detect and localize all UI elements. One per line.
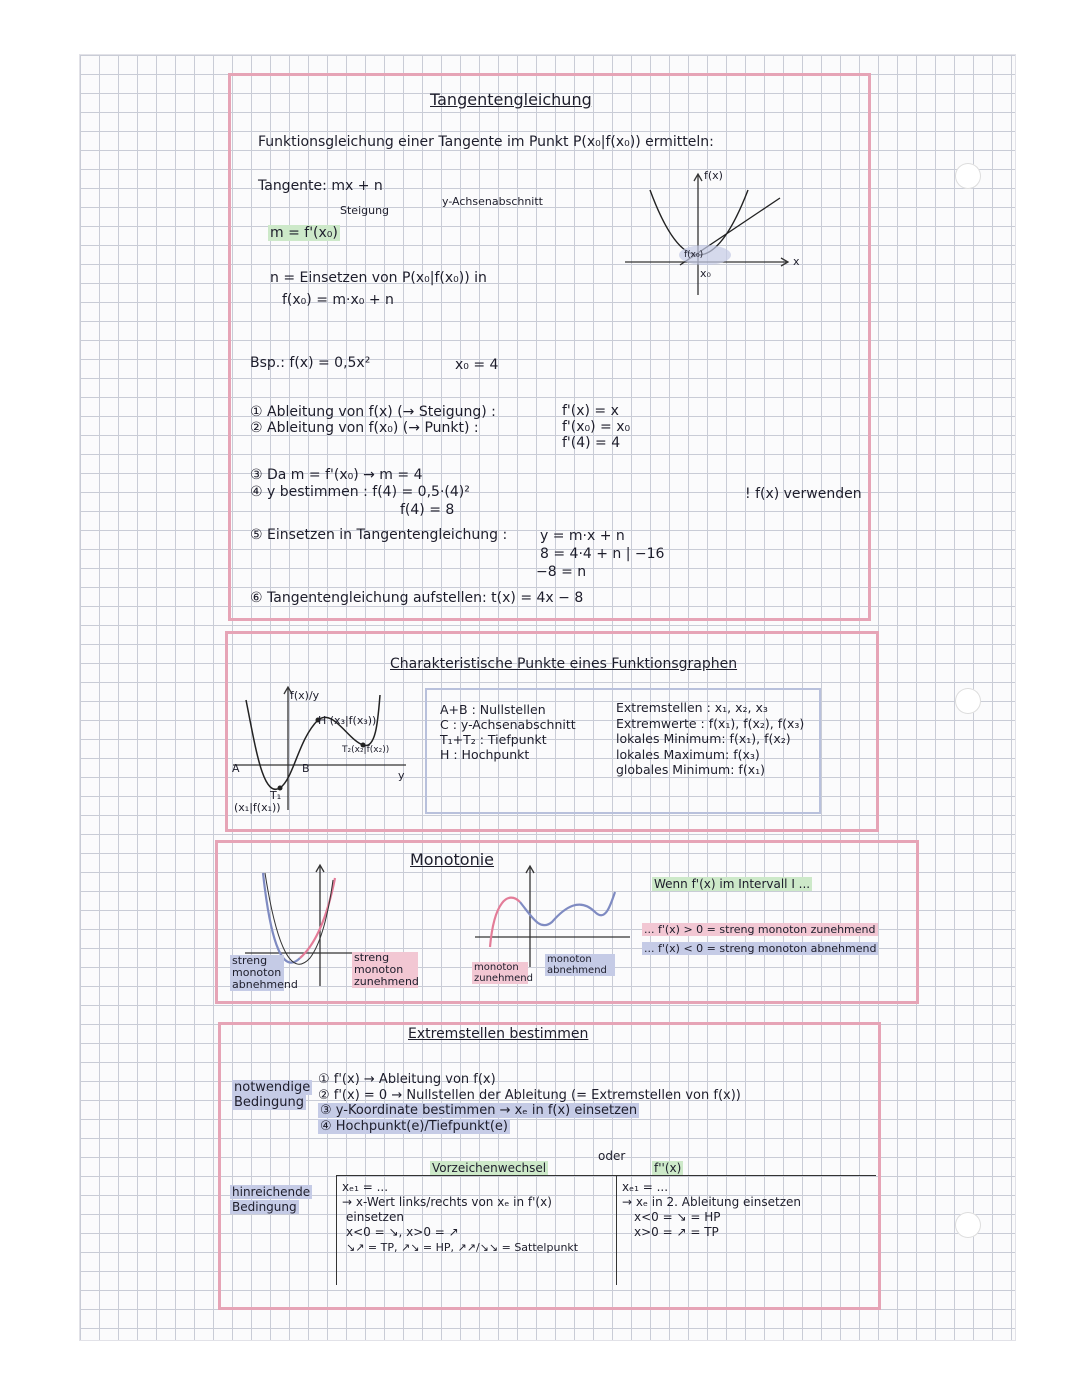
graph-point-label: f(x₀)	[684, 250, 704, 260]
equation-3: −8 = n	[536, 564, 587, 580]
graph-y-label: y	[398, 769, 405, 782]
notwendige-steps	[318, 1072, 741, 1134]
legend-extremwerte: Extremwerte : f(x₁), f(x₂), f(x₃)	[616, 715, 805, 731]
punch-hole	[955, 163, 981, 189]
parabola	[650, 190, 748, 255]
note-use-fx: ! f(x) verwenden	[745, 486, 862, 502]
legend-right	[616, 700, 804, 778]
legend-left	[440, 702, 576, 762]
tangent-intro: Funktionsgleichung einer Tangente im Punkt P(x₀|f(x₀)) ermitteln:	[258, 134, 714, 150]
example-x0: x₀ = 4	[455, 357, 499, 373]
tangent-graph	[620, 170, 820, 300]
result-2: f'(x₀) = x₀	[562, 419, 631, 435]
characteristic-title: Charakteristische Punkte eines Funktionsgraphen	[390, 656, 738, 672]
legend-globales-minimum: globales Minimum: f(x₁)	[616, 762, 765, 777]
yachse-label: y-Achsenabschnitt	[442, 195, 543, 208]
second-derivative-label: f''(x)	[654, 1161, 682, 1175]
graph-t1-coords: (x₁|f(x₁))	[234, 801, 281, 814]
extrem-title: Extremstellen bestimmen	[408, 1026, 589, 1042]
equation-1: y = m·x + n	[540, 528, 625, 544]
step-3: ③ Da m = f'(x₀) → m = 4	[250, 467, 423, 483]
graph-b-label: B	[302, 762, 310, 775]
notwendige-bedingung: notwendige Bedingung	[234, 1080, 311, 1110]
legend-tiefpunkt: T₁+T₂ : Tiefpunkt	[440, 732, 547, 747]
n-definition: n = Einsetzen von P(x₀|f(x₀)) in	[270, 270, 487, 286]
monotonie-title: Monotonie	[410, 850, 495, 869]
example-function: Bsp.: f(x) = 0,5x²	[250, 355, 371, 371]
result-3: f'(4) = 4	[562, 435, 621, 451]
step-1: ① Ableitung von f(x) (→ Steigung) :	[250, 404, 496, 420]
legend-nullstellen: A+B : Nullstellen	[440, 702, 546, 717]
n-step-3: ③ y-Koordinate bestimmen → xₑ in f(x) einsetzen	[320, 1103, 638, 1118]
table-vline-mid	[616, 1175, 617, 1285]
equation-2: 8 = 4·4 + n | −16	[540, 546, 665, 562]
table-hline	[336, 1175, 876, 1176]
n-equation: f(x₀) = m·x₀ + n	[282, 292, 394, 308]
step-6: ⑥ Tangentengleichung aufstellen: t(x) = 4x − 8	[250, 590, 584, 606]
n-step-4: ④ Hochpunkt(e)/Tiefpunkt(e)	[320, 1118, 509, 1134]
legend-lokales-minimum: lokales Minimum: f(x₁), f(x₂)	[616, 731, 791, 746]
punch-hole	[955, 688, 981, 714]
parabola-outline	[265, 873, 333, 964]
tangent-formula: Tangente: mx + n	[258, 178, 383, 194]
increasing-branch	[300, 878, 335, 958]
oder-label: oder	[598, 1149, 626, 1163]
hinreichende-bedingung: hinreichende Bedingung	[232, 1185, 311, 1214]
table-vline-left	[336, 1175, 337, 1285]
step-5: ⑤ Einsetzen in Tangentengleichung :	[250, 527, 508, 543]
graph-x-label: x	[793, 255, 800, 268]
legend-extremstellen: Extremstellen : x₁, x₂, x₃	[616, 700, 768, 715]
m-definition: m = f'(x₀)	[270, 225, 338, 241]
vorzeichenwechsel-label: Vorzeichenwechsel	[432, 1161, 547, 1175]
legend-lokales-maximum: lokales Maximum: f(x₃)	[616, 746, 760, 762]
vzw-column: xₑ₁ = ... → x-Wert links/rechts von xₑ in f'(x) einsetzen x<0 = ↘, x>0 = ↗ ↘↗ = TP, ↗↘ = HP, ↗↗/↘↘ = Sattelpunkt	[342, 1180, 579, 1254]
graph-a-label: A	[232, 762, 240, 775]
label-streng-zunehmend: streng monoton zunehmend	[354, 951, 419, 988]
steigung-label: Steigung	[340, 204, 390, 217]
graph-fx-label: f(x)	[704, 169, 723, 182]
step-2: ② Ableitung von f(x₀) (→ Punkt) :	[250, 420, 479, 436]
second-derivative-column: xₑ₁ = ... → xₑ in 2. Ableitung einsetzen x<0 = ↘ = HP x>0 = ↗ = TP	[622, 1180, 801, 1239]
rule-zunehmend: ... f'(x) > 0 = streng monoton zunehmend	[644, 923, 876, 936]
graph-h-label: H (x₃|f(x₃))	[318, 714, 377, 727]
legend-y-achse: C : y-Achsenabschnitt	[440, 717, 576, 732]
n-step-2: ② f'(x) = 0 → Nullstellen der Ableitung (= Extremstellen von f(x))	[318, 1087, 741, 1103]
graph-t1-label: T₁	[270, 789, 282, 802]
n-step-1: ① f'(x) → Ableitung von f(x)	[318, 1072, 496, 1087]
decreasing-branch	[263, 873, 300, 963]
tangent-title: Tangentengleichung	[430, 90, 592, 109]
graph-fy-label: f(x)/y	[290, 689, 320, 702]
curve	[246, 695, 380, 789]
step-4-result: f(4) = 8	[400, 502, 455, 518]
graph-t2-label: T₂(x₂|f(x₂))	[342, 745, 390, 755]
punch-hole	[955, 1212, 981, 1238]
result-1: f'(x) = x	[562, 403, 619, 419]
label-monoton-abnehmend: monoton abnehmend	[545, 954, 615, 976]
legend-hochpunkt: H : Hochpunkt	[440, 747, 530, 762]
increasing-segment	[490, 898, 520, 947]
graph-x0-label: x₀	[700, 267, 711, 280]
extrem-box	[218, 1022, 881, 1310]
step-4: ④ y bestimmen : f(4) = 0,5·(4)²	[250, 484, 470, 500]
rule-abnehmend: ... f'(x) < 0 = streng monoton abnehmend	[644, 942, 877, 955]
wave-segment	[520, 892, 615, 925]
label-streng-abnehmend: streng monoton abnehmend	[232, 954, 298, 991]
wenn-text: Wenn f'(x) im Intervall I ...	[654, 877, 811, 891]
label-monoton-zunehmend: monoton zunehmend	[474, 962, 533, 984]
